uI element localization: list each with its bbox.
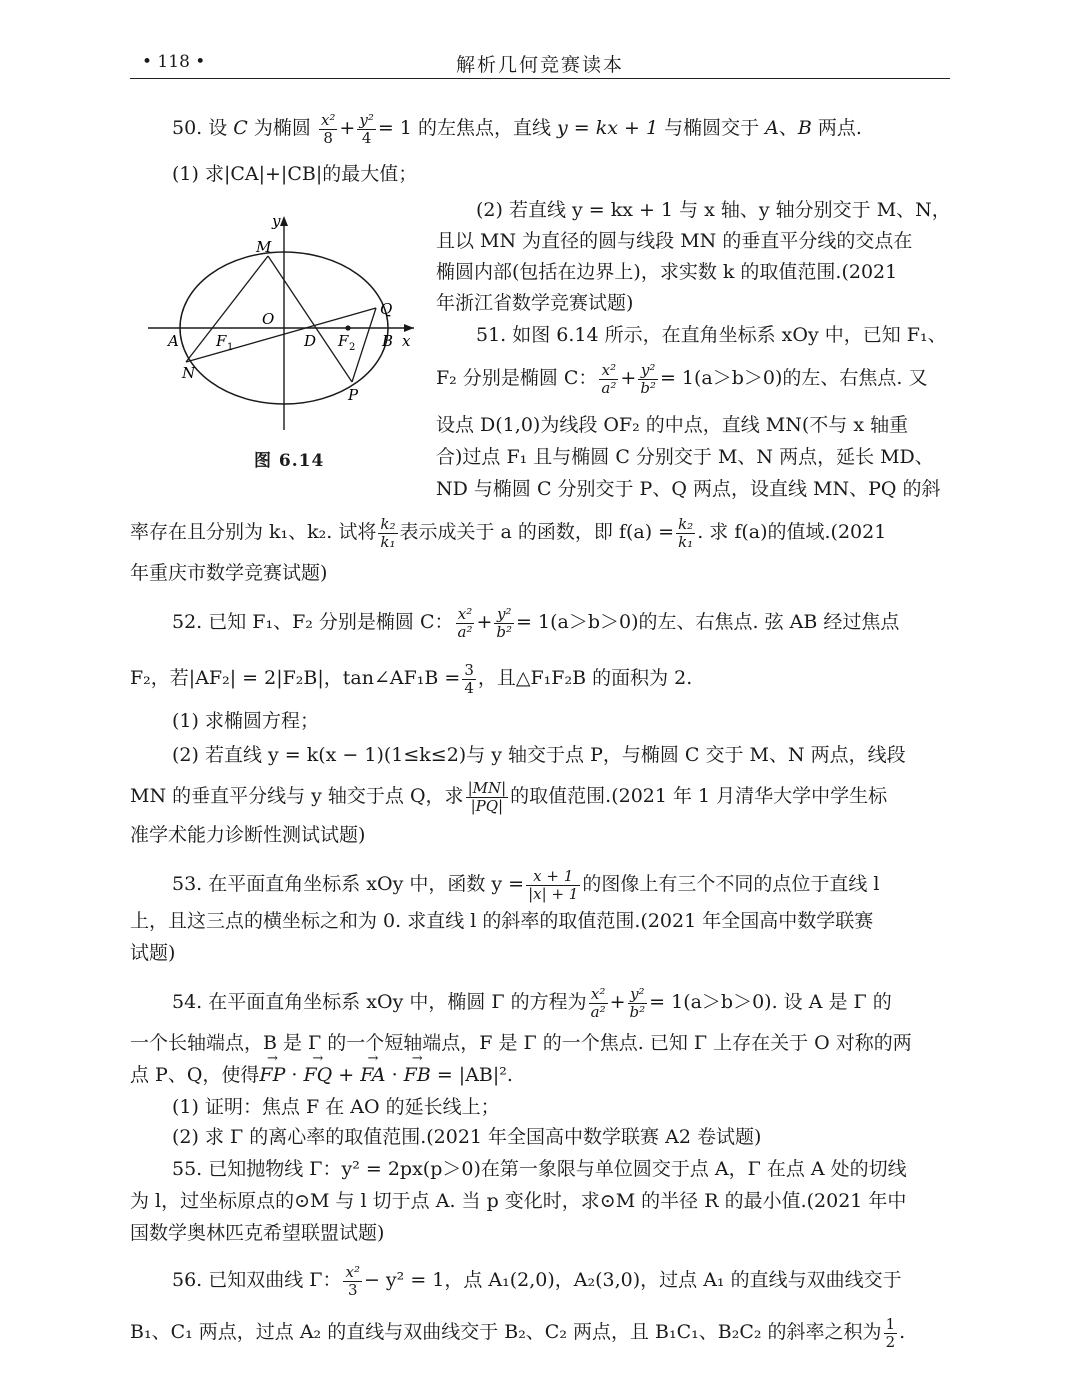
p51-line4: 合)过点 F₁ 且与椭圆 C 分别交于 M、N 两点，延长 MD、 bbox=[436, 446, 934, 468]
p55-line1: 55. 已知抛物线 Γ：y² = 2px(p＞0)在第一象限与单位圆交于点 A，Γ 在点 A 处的切线 bbox=[172, 1158, 907, 1180]
label-Q: Q bbox=[380, 300, 393, 318]
fraction: $\frac{1}{2}$ bbox=[885, 1315, 896, 1351]
page-header bbox=[130, 48, 950, 79]
p52-part2-line2: MN 的垂直平分线与 y 轴交于点 Q，求 $\frac{|MN|}{|PQ|}$ 的取值范围.(2021 年 1 月清华大学中学生标 bbox=[130, 779, 888, 815]
label-F2-sub: 2 bbox=[349, 342, 356, 353]
label-B: B bbox=[382, 332, 394, 350]
fraction: $\frac{\text{y²}}{\text{b²}}$ bbox=[496, 605, 513, 641]
book-title: 解析几何竞赛读本 bbox=[455, 54, 624, 76]
p51-line6: 率存在且分别为 k₁、k₂. 试将 $\frac{\text{k₂}}{\text{k₁}}$ 表示成关于 a 的函数，即 f(a) = $\frac{\text{k₂}}{\text{k₁}}$ . 求 f(a)的值域.(2021 bbox=[130, 515, 887, 551]
ellipse-figure bbox=[148, 212, 418, 432]
fraction: $\frac{\text{k₂}}{\text{k₁}}$ bbox=[380, 515, 396, 551]
fraction: $\frac{x + 1}{|x| + 1}$ bbox=[528, 867, 579, 903]
p50-part2-line2: 且以 MN 为直径的圆与线段 MN 的垂直平分线的交点在 bbox=[436, 230, 913, 252]
p50-part1: (1) 求|CA|+|CB|的最大值； bbox=[172, 163, 418, 185]
p52-part1: (1) 求椭圆方程； bbox=[172, 710, 319, 732]
fraction: $\frac{3}{4}$ bbox=[464, 661, 474, 697]
p51-line7: 年重庆市数学竞赛试题) bbox=[130, 562, 328, 584]
fraction: $\frac{\text{x²}}{\text{a²}}$ bbox=[590, 985, 606, 1021]
fraction: $\frac{\text{x²}}{3}$ bbox=[345, 1263, 360, 1299]
p53-line1: 53. 在平面直角坐标系 xOy 中，函数 y = $\frac{x + 1}{|x| + 1}$ 的图像上有三个不同的点位于直线 l bbox=[172, 867, 880, 903]
p52-part2-line3: 准学术能力诊断性测试试题) bbox=[130, 824, 366, 846]
p51-line1: 51. 如图 6.14 所示，在直角坐标系 xOy 中，已知 F₁、 bbox=[476, 324, 947, 346]
point-F2 bbox=[345, 325, 350, 330]
p55-line2: 为 l，过坐标原点的⊙M 与 l 切于点 A. 当 p 变化时，求⊙M 的半径 R 的最小值.(2021 年中 bbox=[130, 1190, 907, 1212]
label-N: N bbox=[182, 364, 196, 382]
p51-line3: 设点 D(1,0)为线段 OF₂ 的中点，直线 MN(不与 x 轴重 bbox=[436, 414, 909, 436]
p50-part2-line3: 椭圆内部(包括在边界上)，求实数 k 的取值范围.(2021 bbox=[436, 261, 898, 283]
label-A: A bbox=[168, 332, 179, 350]
p50-part2-line4: 年浙江省数学竞赛试题) bbox=[436, 292, 634, 314]
p54-part2: (2) 求 Γ 的离心率的取值范围.(2021 年全国高中数学联赛 A2 卷试题) bbox=[172, 1126, 762, 1148]
fraction: $\frac{|MN|}{|PQ|}$ bbox=[467, 779, 507, 815]
p53-line2: 上，且这三点的横坐标之和为 0. 求直线 l 的斜率的取值范围.(2021 年全国高中数学联赛 bbox=[130, 910, 874, 932]
fraction: $\frac{\text{x²}}{8}$ bbox=[320, 111, 336, 147]
p51-line2: F₂ 分别是椭圆 C： $\frac{\text{x²}}{\text{a²}}$ + $\frac{\text{y²}}{\text{b²}}$ = 1(a＞b＞0)的左、右焦点. 又 bbox=[436, 361, 928, 397]
p54-line3: 点 P、Q，使得→ FP · → FQ + → FA · → FB = |AB|². bbox=[130, 1066, 513, 1085]
fraction: $\frac{\text{k₂}}{\text{k₁}}$ bbox=[678, 515, 694, 551]
fraction: $\frac{\text{y²}}{\text{b²}}$ bbox=[629, 985, 646, 1021]
figure-caption: 图 6.14 bbox=[254, 451, 325, 471]
y-axis-arrow bbox=[280, 216, 288, 226]
p50-part2-line1: (2) 若直线 y = kx + 1 与 x 轴、y 轴分别交于 M、N， bbox=[476, 199, 951, 221]
label-F2: F bbox=[338, 332, 349, 350]
label-P: P bbox=[348, 386, 359, 404]
p54-line2: 一个长轴端点，B 是 Γ 的一个短轴端点，F 是 Γ 的一个焦点. 已知 Γ 上存在关于 O 对称的两 bbox=[130, 1032, 912, 1054]
p51-line5: ND 与椭圆 C 分别交于 P、Q 两点，设直线 MN、PQ 的斜 bbox=[436, 478, 941, 500]
label-M: M bbox=[256, 238, 272, 256]
p52-line1: 52. 已知 F₁、F₂ 分别是椭圆 C： $\frac{\text{x²}}{\text{a²}}$ + $\frac{\text{y²}}{\text{b²}}$ = 1(a＞b＞0)的左、右焦点. 弦 AB 经过焦点 bbox=[172, 605, 900, 641]
fraction: $\frac{\text{x²}}{\text{a²}}$ bbox=[457, 605, 473, 641]
p52-part2-line1: (2) 若直线 y = k(x − 1)(1≤k≤2)与 y 轴交于点 P，与椭圆 C 交于 M、N 两点，线段 bbox=[172, 744, 906, 766]
x-axis-arrow bbox=[404, 324, 414, 332]
label-x: x bbox=[402, 332, 411, 350]
fraction: $\frac{\text{x²}}{\text{a²}}$ bbox=[601, 361, 617, 397]
p53-line3: 试题) bbox=[130, 942, 176, 964]
fraction: $\frac{\text{y²}}{\text{b²}}$ bbox=[640, 361, 656, 397]
p56-line2: B₁、C₁ 两点，过点 A₂ 的直线与双曲线交于 B₂、C₂ 两点，且 B₁C₁、B₂C₂ 的斜率之积为 $\frac{1}{2}$ . bbox=[130, 1315, 906, 1351]
label-y: y bbox=[272, 212, 281, 230]
p55-line3: 国数学奥林匹克希望联盟试题) bbox=[130, 1222, 385, 1244]
label-D: D bbox=[304, 332, 317, 350]
p54-line1: 54. 在平面直角坐标系 xOy 中，椭圆 Γ 的方程为 $\frac{\text{x²}}{\text{a²}}$ + $\frac{\text{y²}}{\text{b²}}$ = 1(a＞b＞0). 设 A 是 Γ 的 bbox=[172, 985, 892, 1021]
label-O: O bbox=[262, 310, 275, 328]
p56-line1: 56. 已知双曲线 Γ： $\frac{\text{x²}}{3}$ − y² = 1，点 A₁(2,0)，A₂(3,0)，过点 A₁ 的直线与双曲线交于 bbox=[172, 1263, 902, 1299]
p54-part1: (1) 证明：焦点 F 在 AO 的延长线上； bbox=[172, 1096, 500, 1118]
p50-line1: 50. 设 C 为椭圆 $\frac{\text{x²}}{8}$ + $\frac{\text{y²}}{4}$ = 1 的左焦点，直线 y = kx + 1 与椭圆交于 A、B 两点. bbox=[172, 111, 862, 147]
fraction: $\frac{\text{y²}}{4}$ bbox=[359, 111, 374, 147]
line-PQ bbox=[352, 308, 376, 382]
label-F1: F bbox=[216, 332, 227, 350]
page-number: • 118 • bbox=[142, 52, 206, 72]
label-F1-sub: 1 bbox=[227, 342, 234, 353]
p52-line2: F₂，若|AF₂| = 2|F₂B|，tan∠AF₁B = $\frac{3}{4}$ ，且△F₁F₂B 的面积为 2. bbox=[130, 661, 693, 697]
